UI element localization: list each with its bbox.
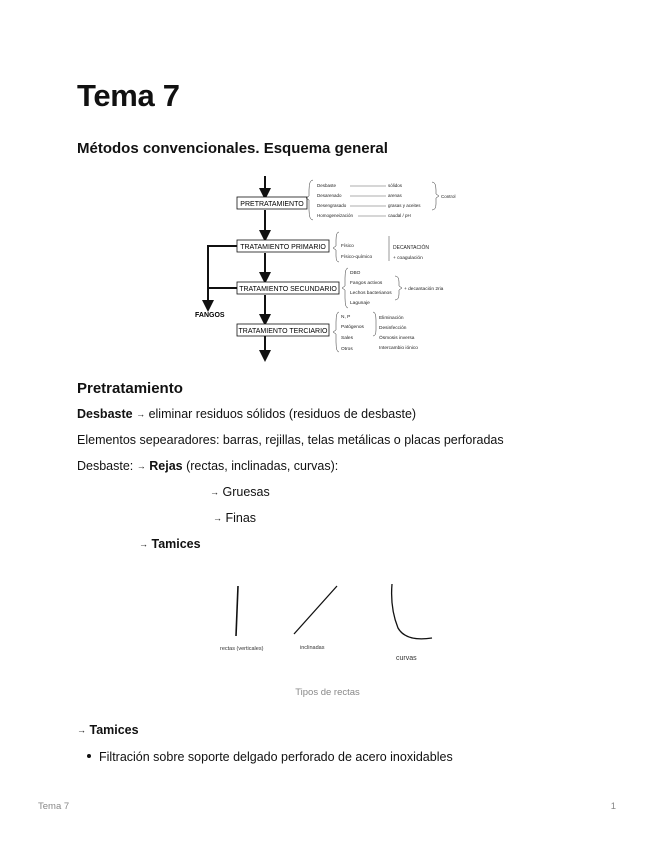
arrow-icon: →: [77, 725, 86, 735]
svg-text:Otros: Otros: [341, 347, 353, 352]
svg-text:Desarenado: Desarenado: [317, 193, 342, 198]
elementos-line: Elementos sepearadores: barras, rejillas, telas metálicas o placas perforadas: [77, 433, 504, 447]
stage-box-secundario: [237, 282, 339, 294]
svg-text:PRETRATAMIENTO: PRETRATAMIENTO: [240, 201, 304, 208]
label-vertical: rectas (verticales): [220, 646, 264, 652]
svg-text:Control: Control: [441, 194, 456, 199]
svg-text:Fangos activos: Fangos activos: [350, 281, 383, 286]
svg-text:caudal / pH: caudal / pH: [388, 213, 411, 218]
svg-text:Desbaste: Desbaste: [317, 183, 337, 188]
label-curved: curvas: [396, 655, 417, 662]
svg-text:grasas y aceites: grasas y aceites: [388, 203, 421, 208]
tamices-line-1: → Tamices: [139, 537, 201, 551]
svg-text:Físico-químico: Físico-químico: [341, 255, 373, 260]
arrow-icon: →: [136, 409, 146, 419]
secundario-notes: [342, 268, 444, 308]
svg-text:Lechos bacterianos: Lechos bacterianos: [350, 291, 392, 296]
subsection-heading: Pretratamiento: [77, 380, 183, 397]
fangos-line-1: [208, 246, 237, 306]
svg-text:Eliminación: Eliminación: [379, 316, 404, 321]
svg-text:TRATAMIENTO SECUNDARIO: TRATAMIENTO SECUNDARIO: [239, 286, 337, 293]
svg-text:Patógenos: Patógenos: [341, 325, 364, 330]
terciario-notes: [333, 312, 418, 352]
primario-notes: [333, 232, 429, 262]
svg-text:TRATAMIENTO PRIMARIO: TRATAMIENTO PRIMARIO: [240, 244, 326, 251]
arrow-icon: →: [139, 539, 148, 549]
svg-text:Desinfección: Desinfección: [379, 326, 407, 331]
pretratamiento-notes: [306, 180, 456, 220]
footer-title: Tema 7: [38, 801, 70, 812]
bullet-item: Filtración sobre soporte delgado perforado de acero inoxidables: [87, 750, 453, 764]
section-heading: Métodos convencionales. Esquema general: [77, 140, 388, 157]
desbaste-definition: Desbaste → eliminar residuos sólidos (residuos de desbaste): [77, 407, 417, 421]
figure-caption: Tipos de rectas: [295, 687, 360, 698]
desbaste-rejas-line: Desbaste: → Rejas (rectas, inclinadas, curvas):: [77, 459, 339, 473]
svg-text:arenas: arenas: [388, 193, 402, 198]
svg-text:Homogeneización: Homogeneización: [317, 213, 354, 218]
bullet-dot-icon: [87, 754, 91, 758]
grate-types-figure: [200, 578, 450, 668]
svg-text:Desengrasado: Desengrasado: [317, 203, 347, 208]
finas-line: → Finas: [213, 511, 257, 525]
document-title: Tema 7: [77, 78, 180, 113]
svg-text:Físico: Físico: [341, 244, 354, 249]
label-inclined: inclinadas: [300, 645, 325, 651]
svg-text:TRATAMIENTO TERCIARIO: TRATAMIENTO TERCIARIO: [238, 328, 328, 335]
arrow-icon: →: [210, 487, 219, 497]
svg-text:Intercambio iónico: Intercambio iónico: [379, 346, 418, 351]
fangos-label: FANGOS: [195, 312, 225, 319]
curved-grate-sketch: [392, 584, 432, 639]
vertical-grate-sketch: [236, 586, 238, 636]
page-number: 1: [610, 801, 616, 812]
flow-diagram: [190, 170, 465, 365]
svg-text:+ decantación 2ria: + decantación 2ria: [404, 287, 444, 292]
arrow-icon: →: [213, 513, 222, 523]
svg-text:DBO: DBO: [350, 271, 361, 276]
tamices-line-2: → Tamices: [77, 723, 139, 737]
stage-box-terciario: [237, 324, 329, 336]
arrow-icon: →: [136, 461, 146, 471]
svg-text:DECANTACIÓN: DECANTACIÓN: [393, 245, 430, 251]
svg-text:Ósmosis inversa: Ósmosis inversa: [379, 336, 415, 341]
svg-text:+ coagulación: + coagulación: [393, 256, 423, 261]
svg-text:N, P: N, P: [341, 315, 351, 320]
svg-text:sólidos: sólidos: [388, 183, 403, 188]
gruesas-line: → Gruesas: [210, 485, 270, 499]
stage-box-primario: [237, 240, 329, 252]
stage-box-pretratamiento: [237, 197, 307, 209]
svg-text:Lagunaje: Lagunaje: [350, 301, 370, 306]
inclined-grate-sketch: [294, 586, 337, 634]
svg-text:Sales: Sales: [341, 336, 353, 341]
